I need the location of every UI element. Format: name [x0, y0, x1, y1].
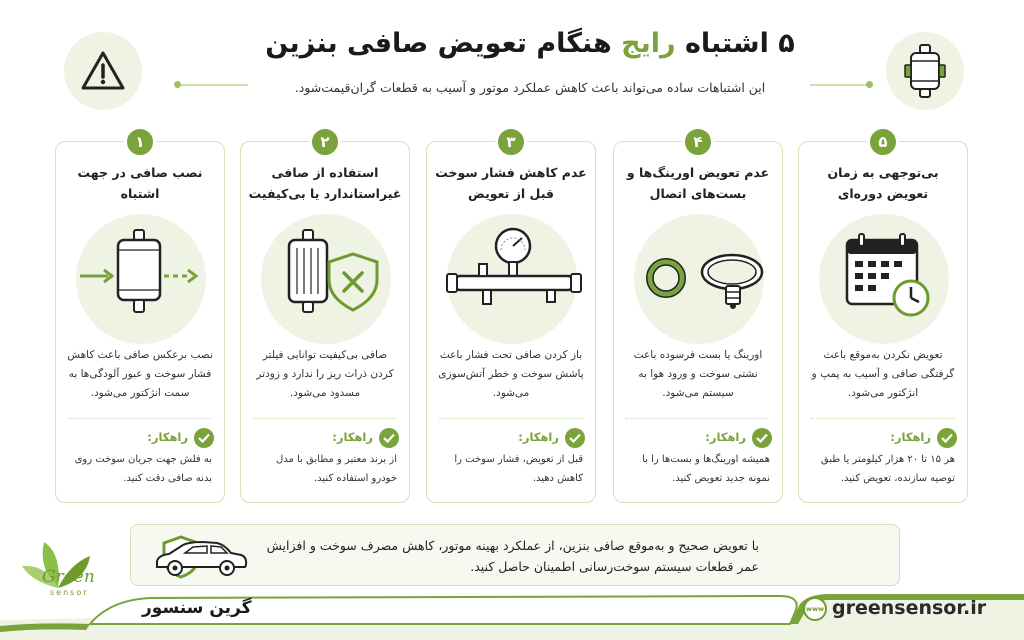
- warning-circle: [64, 32, 142, 110]
- divider: [626, 418, 770, 419]
- mistakes-cards: [0, 125, 1024, 503]
- card-description: نصب برعکس صافی باعث کاهش فشار سوخت و عبور آلودگی‌ها به سمت انژکتور می‌شود.: [67, 349, 213, 399]
- brand-name: گرین سنسور: [142, 598, 252, 618]
- mistake-card-5: [798, 133, 968, 503]
- logo-subtext: sensor: [50, 588, 89, 597]
- card-illustration: [819, 214, 949, 344]
- header-rule-left: [178, 84, 248, 86]
- solution-text: همیشه اورینگ‌ها و بست‌ها را با نمونه جدید تعویض کنید.: [642, 454, 770, 484]
- card-number-badge: ۲: [309, 126, 341, 158]
- mistake-card-4: [613, 133, 783, 503]
- oring-clamp-icon: [622, 214, 776, 344]
- card-description: صافی بی‌کیفیت توانایی فیلتر کردن ذرات ریز را ندارد و زودتر مسدود می‌شود.: [256, 349, 394, 399]
- mistake-card-2: [240, 133, 410, 503]
- card-description: اورینگ یا بست فرسوده باعث نشتی سوخت و ورود هوا به سیستم می‌شود.: [633, 349, 763, 399]
- title-highlight: رایج: [621, 28, 676, 59]
- pressure-gauge-icon: [435, 214, 589, 344]
- check-icon: [194, 428, 214, 448]
- check-icon: [379, 428, 399, 448]
- logo-wordmark: Green: [42, 567, 95, 587]
- divider: [253, 418, 397, 419]
- solution-text: از برند معتبر و مطابق با مدل خودرو استفاده کنید.: [275, 454, 397, 484]
- solution-text: قبل از تعویض، فشار سوخت را کاهش دهید.: [454, 454, 583, 484]
- calendar-clock-icon: [807, 214, 961, 344]
- card-number-badge: ۵: [867, 126, 899, 158]
- globe-label: www: [805, 605, 824, 613]
- solution-label: راهکار:: [890, 430, 931, 444]
- card-description: باز کردن صافی تحت فشار باعث پاشش سوخت و خطر آتش‌سوزی می‌شود.: [438, 349, 584, 399]
- fuel-filter-circle: [886, 32, 964, 110]
- divider: [68, 418, 212, 419]
- solution-label: راهکار:: [147, 430, 188, 444]
- solution-label: راهکار:: [332, 430, 373, 444]
- divider: [439, 418, 583, 419]
- card-title: بی‌توجهی به زمان تعویض دوره‌ای: [827, 165, 939, 201]
- card-description: تعویض نکردن به‌موقع باعث گرفتگی صافی و آسیب به پمپ و انژکتور می‌شود.: [811, 349, 955, 399]
- card-number-badge: ۱: [124, 126, 156, 158]
- fuel-filter-icon: [901, 43, 949, 99]
- divider: [811, 418, 955, 419]
- filter-shield-x-icon: [249, 214, 403, 344]
- card-title: نصب صافی در جهت اشتباه: [77, 165, 203, 201]
- page-subtitle: این اشتباهات ساده می‌تواند باعث کاهش عملکرد موتور و آسیب به قطعات گران‌قیمت‌شود.: [294, 80, 766, 95]
- card-title: استفاده از صافی غیراستاندارد یا بی‌کیفیت: [248, 165, 402, 201]
- check-icon: [752, 428, 772, 448]
- solution-text: به فلش جهت جریان سوخت روی بدنه صافی دقت کنید.: [74, 454, 212, 484]
- mistake-card-3: [426, 133, 596, 503]
- summary-text: با تعویض صحیح و به‌موقع صافی بنزین، از عملکرد بهینه موتور، کاهش مصرف سوخت و افزایش عمر قطعات سیستم سوخت‌رسانی اطمینان حاصل کنید.: [266, 538, 759, 574]
- header-dot-right: [866, 81, 873, 88]
- card-number-badge: ۳: [495, 126, 527, 158]
- website-link[interactable]: greensensor.ir: [832, 597, 987, 619]
- car-icon: [153, 539, 249, 579]
- check-icon: [937, 428, 957, 448]
- solution-label: راهکار:: [705, 430, 746, 444]
- solution-text: هر ۱۵ تا ۲۰ هزار کیلومتر یا طبق توصیه سازنده، تعویض کنید.: [820, 454, 955, 484]
- card-number-badge: ۴: [682, 126, 714, 158]
- globe-icon: [803, 597, 827, 621]
- card-title: عدم کاهش فشار سوخت قبل از تعویض: [435, 165, 587, 201]
- card-illustration: [261, 214, 391, 344]
- mistake-card-1: [55, 133, 225, 503]
- card-title: عدم تعویض اورینگ‌ها و بست‌های اتصال: [626, 165, 770, 201]
- header: [0, 8, 1024, 108]
- solution-label: راهکار:: [518, 430, 559, 444]
- header-rule-right: [810, 84, 870, 86]
- page-title: ۵ اشتباه رایج هنگام تعویض صافی بنزین: [265, 28, 795, 59]
- check-icon: [565, 428, 585, 448]
- card-illustration: [76, 214, 206, 344]
- card-illustration: [447, 214, 577, 344]
- card-illustration: [634, 214, 764, 344]
- summary-box: [130, 524, 900, 586]
- header-dot-left: [174, 81, 181, 88]
- warning-triangle-icon: [80, 50, 126, 92]
- filter-direction-icon: [64, 214, 218, 344]
